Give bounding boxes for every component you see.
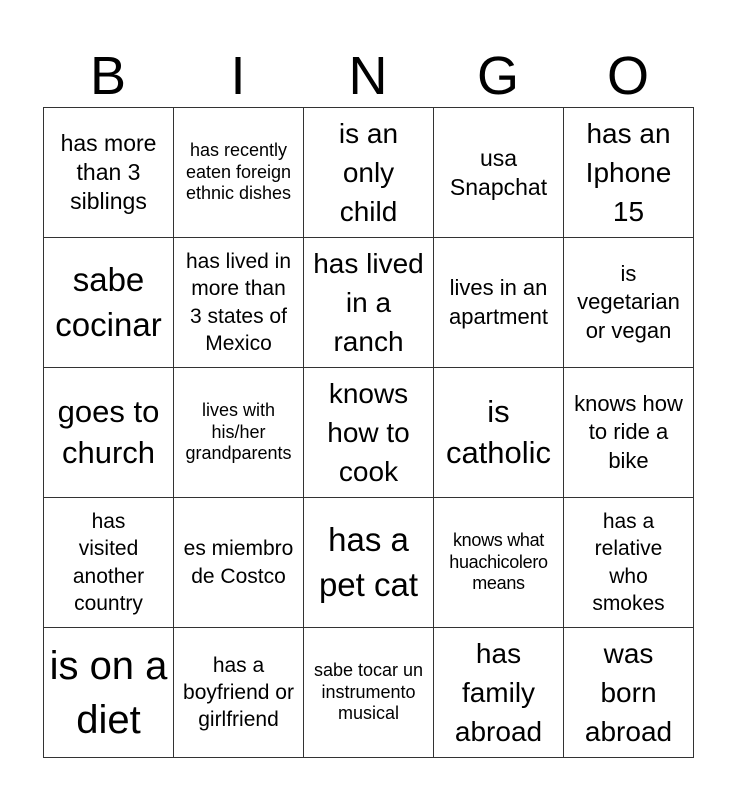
cell-text: lives in an apartment: [448, 274, 549, 329]
cell-text: has a relative who smokes: [592, 509, 665, 615]
cell-text: has a boyfriend or girlfriend: [183, 653, 294, 732]
bingo-cell[interactable]: [174, 628, 304, 758]
bingo-cell[interactable]: [304, 628, 434, 758]
header-letter-g: G: [476, 46, 519, 106]
cell-text: was born abroad: [584, 637, 673, 748]
bingo-cell[interactable]: [434, 108, 564, 238]
header-letter-o: O: [606, 46, 649, 106]
cell-text: is vegetarian or vegan: [577, 260, 680, 343]
bingo-cell[interactable]: [564, 368, 694, 498]
cell-text: sabe cocinar: [55, 260, 162, 343]
cell-text: is catholic: [445, 394, 552, 470]
cell-text: is on a diet: [49, 643, 168, 742]
cell-text: has lived in more than 3 states of Mexico: [185, 249, 292, 355]
bingo-cell[interactable]: [564, 238, 694, 368]
bingo-cell[interactable]: [434, 368, 564, 498]
cell-text: knows what huachicolero means: [449, 530, 548, 594]
header-letter-i: I: [230, 46, 246, 106]
cell-text: has more than 3 siblings: [60, 130, 157, 214]
bingo-cell[interactable]: [304, 238, 434, 368]
bingo-header: [43, 44, 693, 108]
bingo-cell[interactable]: [434, 628, 564, 758]
header-letter-n: N: [348, 46, 388, 106]
bingo-cell[interactable]: [44, 498, 174, 628]
cell-text: has an Iphone 15: [585, 117, 672, 228]
bingo-cell[interactable]: [434, 238, 564, 368]
cell-text: knows how to cook: [327, 377, 410, 488]
bingo-cell[interactable]: [304, 368, 434, 498]
cell-text: has recently eaten foreign ethnic dishes: [185, 140, 292, 204]
bingo-cell[interactable]: [564, 108, 694, 238]
bingo-cell[interactable]: [174, 108, 304, 238]
bingo-cell[interactable]: [434, 498, 564, 628]
cell-text: has lived in a ranch: [313, 247, 424, 358]
cell-text: has family abroad: [454, 637, 543, 748]
bingo-cell[interactable]: [44, 628, 174, 758]
cell-text: sabe tocar un instrumento musical: [313, 660, 424, 724]
cell-text: has a pet cat: [318, 520, 419, 603]
bingo-cell[interactable]: [44, 368, 174, 498]
bingo-cell[interactable]: [304, 108, 434, 238]
cell-text: knows how to ride a bike: [574, 390, 683, 473]
cell-text: lives with his/her grandparents: [185, 400, 292, 464]
cell-text: has visited another country: [72, 509, 145, 615]
cell-text: is an only child: [338, 117, 399, 228]
bingo-cell[interactable]: [174, 368, 304, 498]
bingo-cell[interactable]: [564, 498, 694, 628]
cell-text: usa Snapchat: [449, 144, 548, 200]
bingo-cell[interactable]: [44, 108, 174, 238]
cell-text: goes to church: [57, 394, 160, 470]
cell-text: es miembro de Costco: [183, 537, 294, 588]
bingo-card: [43, 107, 694, 758]
bingo-cell[interactable]: [304, 498, 434, 628]
bingo-cell[interactable]: [44, 238, 174, 368]
bingo-cell[interactable]: [174, 238, 304, 368]
header-letter-b: B: [89, 46, 127, 106]
bingo-cell[interactable]: [174, 498, 304, 628]
bingo-cell[interactable]: [564, 628, 694, 758]
